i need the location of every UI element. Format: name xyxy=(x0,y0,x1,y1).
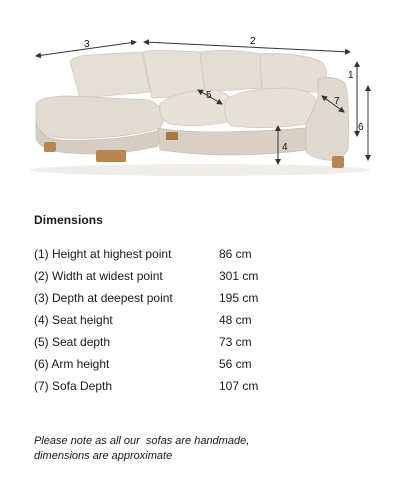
chaise-back-cushion xyxy=(70,52,150,98)
middle-back-cushion xyxy=(200,50,262,92)
callout-6: 6 xyxy=(358,122,364,133)
dimension-label: (4) Seat height xyxy=(34,313,113,327)
dimension-row xyxy=(34,353,294,375)
dimension-row xyxy=(34,331,294,353)
dimension-value: 56 cm xyxy=(219,357,252,371)
leg-right xyxy=(332,156,344,168)
seat-cushion-right xyxy=(225,88,316,128)
dimension-label: (1) Height at highest point xyxy=(34,247,172,261)
sofa-illustration xyxy=(30,50,370,176)
leg-chaise-left xyxy=(44,142,56,152)
handmade-disclaimer xyxy=(34,434,374,464)
dimension-row xyxy=(34,375,294,397)
callout-4: 4 xyxy=(282,142,288,153)
disclaimer-line-2: dimensions are approximate xyxy=(34,450,173,462)
dimensions-heading: Dimensions xyxy=(34,213,104,227)
dimension-row xyxy=(34,265,294,287)
dimension-label: (6) Arm height xyxy=(34,357,110,371)
dimension-label: (3) Depth at deepest point xyxy=(34,291,173,305)
sofa-dimension-diagram xyxy=(0,0,400,200)
dimension-row xyxy=(34,309,294,331)
dimension-value: 86 cm xyxy=(219,247,252,261)
chaise-seat xyxy=(36,96,168,138)
callout-7: 7 xyxy=(334,96,340,107)
dimension-label: (2) Width at widest point xyxy=(34,269,163,283)
callout-3: 3 xyxy=(84,39,90,50)
right-back-cushion xyxy=(260,54,327,92)
dimension-value: 107 cm xyxy=(219,379,259,393)
dimension-value: 195 cm xyxy=(219,291,259,305)
leg-middle xyxy=(166,132,178,140)
floor-shadow xyxy=(30,164,370,176)
dimension-label: (5) Seat depth xyxy=(34,335,111,349)
callout-1: 1 xyxy=(348,70,354,81)
dimensions-table xyxy=(34,243,294,397)
dimension-row xyxy=(34,287,294,309)
dimension-label: (7) Sofa Depth xyxy=(34,379,113,393)
dimension-value: 73 cm xyxy=(219,335,252,349)
leg-chaise-front xyxy=(96,150,126,162)
callout-5: 5 xyxy=(206,90,212,101)
dimension-row xyxy=(34,243,294,265)
sofa-diagram-svg xyxy=(0,0,400,200)
callout-2: 2 xyxy=(250,36,256,47)
disclaimer-line-1: Please note as all our sofas are handmade, xyxy=(34,435,250,447)
dimension-value: 48 cm xyxy=(219,313,252,327)
dimension-value: 301 cm xyxy=(219,269,259,283)
